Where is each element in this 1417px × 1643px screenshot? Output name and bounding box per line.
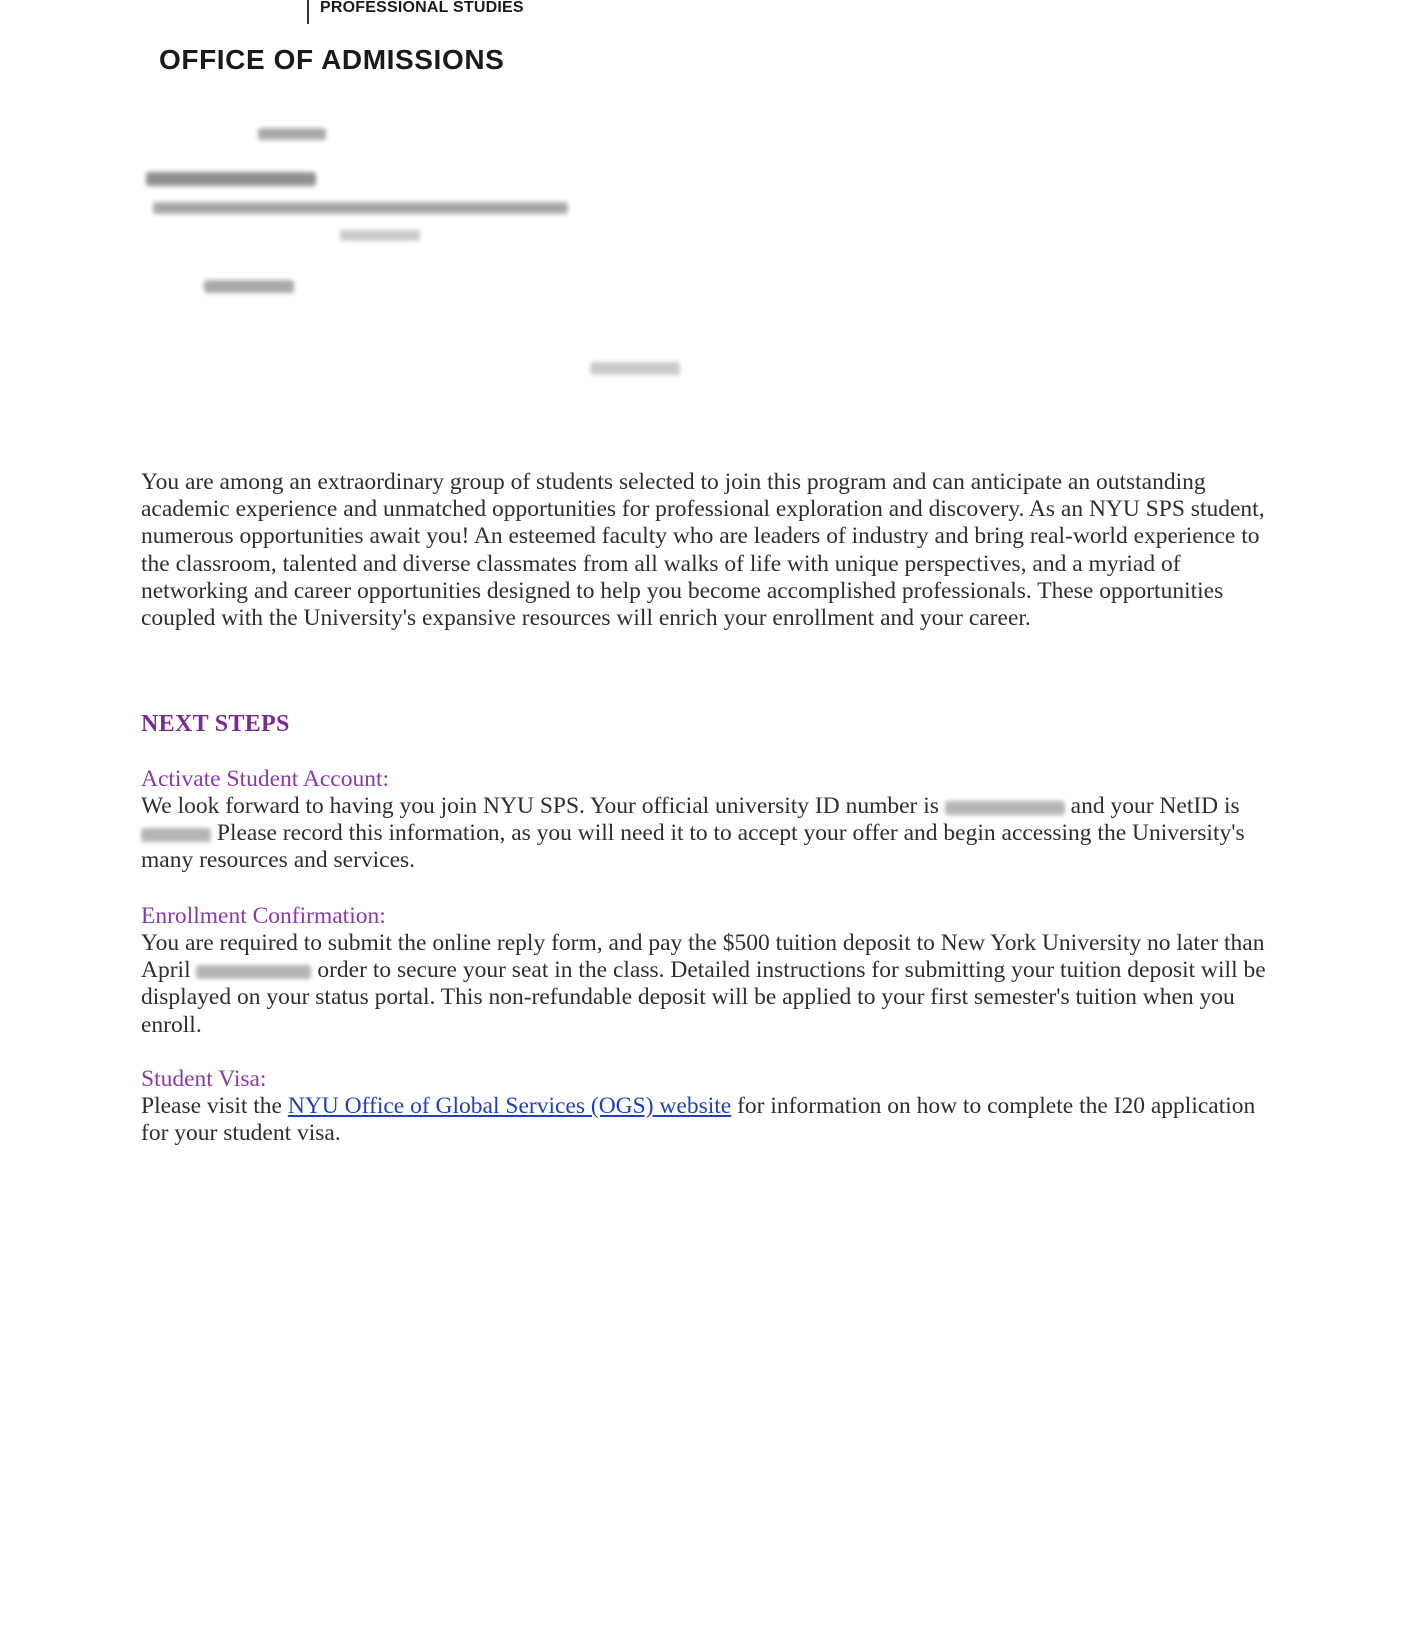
activate-text-3: Please record this information, as you will need it to to accept your offer and begin accessing the University's many resources and services. [141,820,1245,874]
activate-text-1: We look forward to having you join NYU SPS. Your official university ID number is [141,793,939,819]
redacted-line [153,202,568,214]
intro-paragraph: You are among an extraordinary group of students selected to join this program and can anticipate an outstanding academic experience and unmatched opportunities for professional exploration and discovery. As an NYU SPS student, numerous opportunities await you! An esteemed faculty who are leaders of industry and bring real-world experience to the classroom, talented and diverse classmates from all walks of life with unique perspectives, and a myriad of networking and career opportunities designed to help you become accomplished professionals. These opportunities coupled with the University's expansive resources will enrich your enrollment and your career. [141,469,1265,632]
student-visa-heading: Student Visa: [141,1066,267,1092]
next-steps-heading: NEXT STEPS [141,711,290,737]
enrollment-confirmation-heading: Enrollment Confirmation: [141,903,386,929]
redacted-line [340,230,420,241]
office-title: OFFICE OF ADMISSIONS [159,44,505,75]
visa-text-after: for information on how to complete the I20 application for your student visa. [141,1093,1256,1147]
redacted-line [204,280,294,293]
activate-account-paragraph [141,793,1281,875]
activate-text-2: and your NetID is [1070,793,1240,819]
redacted-university-id [945,801,1065,815]
student-visa-paragraph [141,1093,1281,1147]
enrollment-confirmation-paragraph [141,930,1281,1039]
redacted-line [258,128,326,140]
ogs-website-link[interactable]: NYU Office of Global Services (OGS) website [287,1093,732,1119]
enrollment-text-1: You are required to submit the online reply form, and pay the $500 tuition deposit to New York University no later than April [141,930,1265,984]
letterhead-divider [307,0,309,24]
school-name: PROFESSIONAL STUDIES [320,0,524,16]
redacted-deadline-date [196,965,311,979]
enrollment-text-2: order to secure your seat in the class. Detailed instructions for submitting your tuition deposit will be displayed on your status portal. This non-refundable deposit will be applied to your first semester's tuition when you enroll. [141,957,1266,1038]
activate-account-heading: Activate Student Account: [141,766,390,792]
redacted-netid [141,828,211,842]
visa-text-before: Please visit the [141,1093,282,1119]
redacted-line [590,362,680,375]
redacted-line [146,172,316,186]
